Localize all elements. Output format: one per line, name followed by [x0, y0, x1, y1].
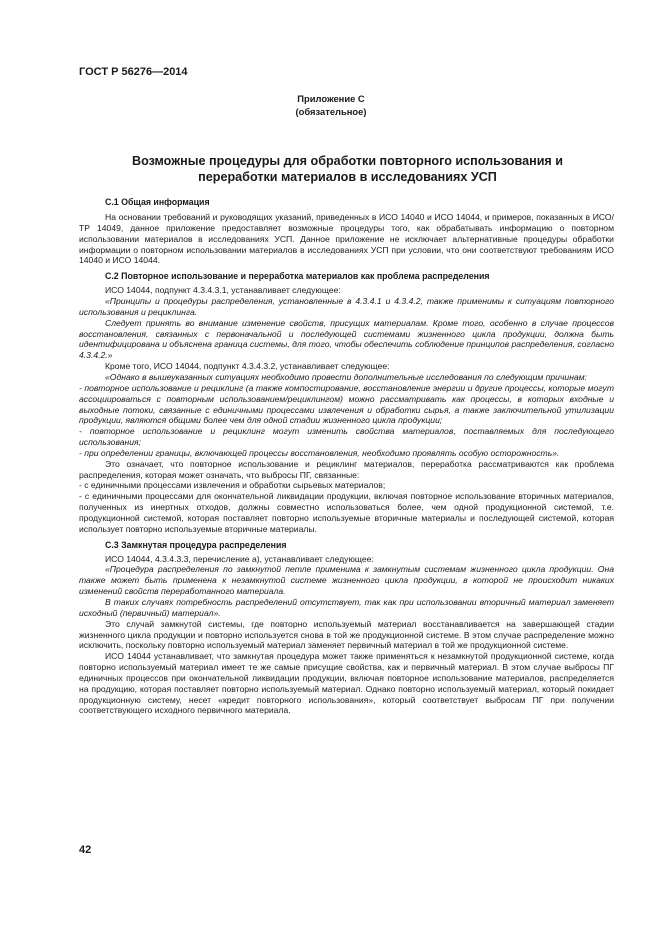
quote-paragraph: «Процедура распределения по замкнутой петле применима к замкнутым системам жизненного цикла продукции. Она также может быть применена к незамкнутой системе жизненного цикла продукции, в которой не происходит никаких изменений свойств переработанного материала.	[79, 564, 614, 597]
quote-paragraph: Следует принять во внимание изменение свойств, присущих материалам. Кроме того, особенно в случае процессов восстановления, связанных с первоначальной и последующей системами жизненного цикла продукции, должна быть идентифицирована и объяснена граница системы, для того, чтобы обеспечить соблюдение принципов распределения, согласно 4.3.4.2.»	[79, 317, 614, 361]
list-item: - с единичными процессами извлечения и обработки сырьевых материалов;	[79, 480, 386, 491]
paragraph: На основании требований и руководящих указаний, приведенных в ИСО 14040 и ИСО 14044, и примеров, показанных в ИСО/ТР 14049, данное приложение предоставляет возможные процедуры того, как обрабатывать информацию о повторном использовании материалов в исследованиях УСП. Данное приложение не исключает альтернативные процедуры обработки информации о повторном использовании материалов в исследованиях УСП при условии, что они соответствуют требованиям ИСО 14040 и ИСО 14044.	[79, 212, 614, 266]
appendix-note: (обязательное)	[295, 106, 367, 117]
paragraph: ИСО 14044, 4.3.4.3.3, перечисление а), устанавливает следующее:	[105, 553, 374, 564]
appendix-title: Приложение С	[297, 93, 365, 104]
quote-list-item: - при определении границы, включающей процессы восстановления, необходимо проявлять особую осторожность».	[79, 447, 560, 458]
appendix-label	[0, 92, 662, 118]
document-header: ГОСТ Р 56276—2014	[79, 66, 188, 78]
section-heading-c1: С.1 Общая информация	[105, 197, 210, 207]
section-heading-c3: С.3 Замкнутая процедура распределения	[105, 539, 287, 550]
list-item: - с единичными процессами для окончательной ликвидации продукции, включая повторное использование вторичных материалов, полученных из инертных отходов, должны совместно использоваться более, чем одной продукционной системой, т.е. продукционной системой, которая поставляет повторно используемые вторичные материалы и последующей системой, которая использует повторно используемые вторичные материалы.	[79, 491, 614, 534]
section-heading-c2: С.2 Повторное использование и переработка материалов как проблема распределения	[105, 271, 490, 282]
page-number: 42	[79, 844, 92, 856]
quote-list-item: - повторное использование и рециклинг могут изменить свойства материалов, поставляемых для последующего использования;	[79, 426, 614, 448]
quote-paragraph: В таких случаях потребность распределений отсутствует, так как при использовании вторичный материал заменяет исходный (первичный) материал».	[79, 597, 614, 618]
paragraph: ИСО 14044 устанавливает, что замкнутая процедура может также применяться к незамкнутой продукционной системе, когда повторно используемый материал имеет те же самые присущие свойства, как и первичный материал. В этом случае выбросы ПГ единичных процессов при окончательной ликвидации продукции, включая повторное использование материалов, распределяется на продукцию, которая поставляет повторно используемый материал. Однако повторно используемый материал, который покидает продукционную систему, несет «кредит повторного использования», который соответствует выбросам ПГ при получении соответствующего исходного первичного материала.	[79, 651, 614, 716]
page-title: Возможные процедуры для обработки повторного использования и переработки материалов в исследованиях УСП	[131, 154, 564, 184]
paragraph: Это случай замкнутой системы, где повторно используемый материал восстанавливается на завершающей стадии жизненного цикла продукции и повторно используется снова в той же продукционной системе. В этом случае распределение можно исключить, поскольку повторно используемый материал заменяет первичный материал в той же продукционной системе.	[79, 618, 614, 651]
paragraph: Это означает, что повторное использование и рециклинг материалов, переработка рассматриваются как проблема распределения, которая может означать, что выбросы ПГ, связанные:	[79, 458, 614, 480]
document-body	[79, 196, 614, 716]
quote-paragraph: «Принципы и процедуры распределения, установленные в 4.3.4.1 и 4.3.4.2, также применимы к ситуациям повторного использования и рециклинга.	[79, 296, 614, 317]
quote-list-item: - повторное использование и рециклинг (а также компостирование, восстановление энергии и другие процессы, которые могут ассоциироваться с повторным использованием/рециклингом) можно рассматривать как процессы, в которых входные и выходные потоки, связанные с единичными процессами извлечения и обработки сырья, а также заключительной утилизации продукции, являются общими более чем для одной стадии жизненного цикла продукции;	[79, 382, 614, 426]
paragraph: Кроме того, ИСО 14044, подпункт 4.3.4.3.2, устанавливает следующее:	[105, 361, 390, 372]
quote-paragraph: «Однако в вышеуказанных ситуациях необходимо провести дополнительные исследования по следующим причинам:	[105, 371, 587, 382]
paragraph: ИСО 14044, подпункт 4.3.4.3.1, устанавливает следующее:	[105, 285, 341, 296]
